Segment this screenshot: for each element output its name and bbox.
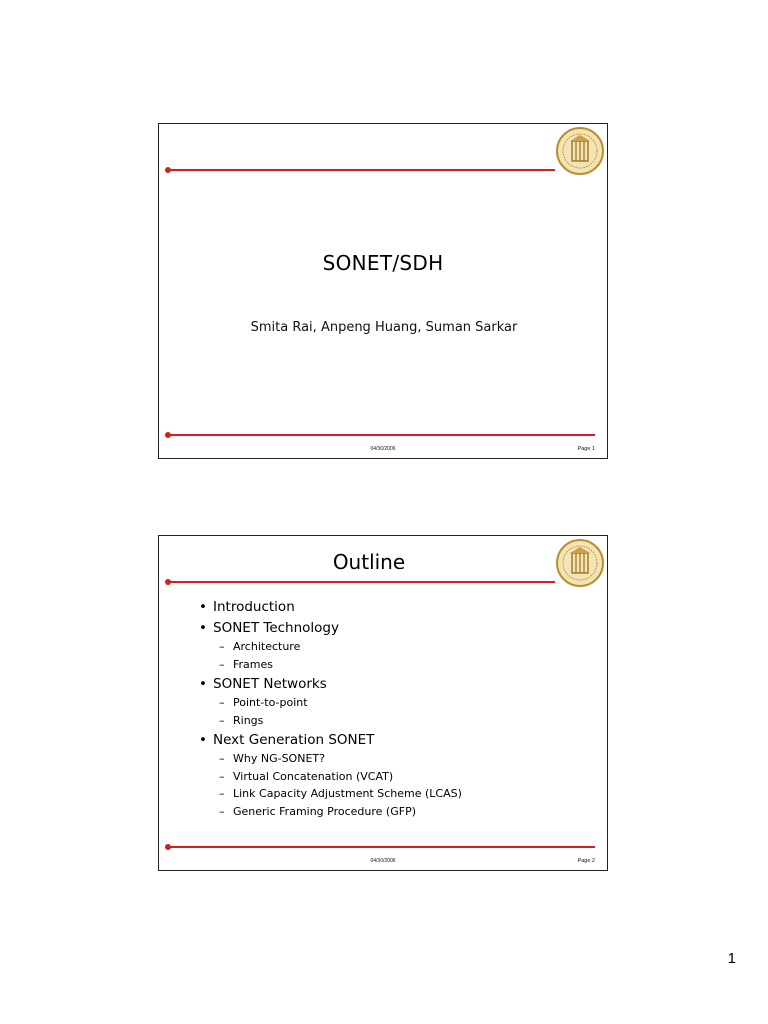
header-rule <box>167 581 555 583</box>
footer-rule <box>167 434 595 436</box>
university-seal-icon <box>555 126 605 176</box>
slide-title: SONET/SDH <box>322 251 444 275</box>
page-number: 1 <box>727 950 736 967</box>
footer-page: Page 2 <box>577 858 595 864</box>
outline-subitem: – Virtual Concatenation (VCAT) <box>199 768 579 786</box>
outline-list <box>199 598 579 820</box>
outline-subitem: – Link Capacity Adjustment Scheme (LCAS) <box>199 785 579 803</box>
outline-item: • Next Generation SONET <box>199 731 579 750</box>
outline-item: • SONET Technology <box>199 619 579 638</box>
outline-subitem: – Why NG-SONET? <box>199 750 579 768</box>
outline-subitem: – Architecture <box>199 638 579 656</box>
footer-page: Page 1 <box>577 446 595 452</box>
outline-subitem: – Frames <box>199 656 579 674</box>
outline-subitem: – Generic Framing Procedure (GFP) <box>199 803 579 821</box>
header-rule <box>167 169 555 171</box>
slide-1 <box>158 123 608 459</box>
footer-date: 04/30/2006 <box>370 858 396 864</box>
slide-2 <box>158 535 608 871</box>
outline-subitem: – Point-to-point <box>199 694 579 712</box>
outline-item: • Introduction <box>199 598 579 617</box>
outline-item: • SONET Networks <box>199 675 579 694</box>
footer-rule <box>167 846 595 848</box>
slide-authors: Smita Rai, Anpeng Huang, Suman Sarkar <box>250 320 518 335</box>
footer-date: 04/30/2006 <box>370 446 396 452</box>
outline-subitem: – Rings <box>199 712 579 730</box>
slide-title: Outline <box>332 550 406 574</box>
